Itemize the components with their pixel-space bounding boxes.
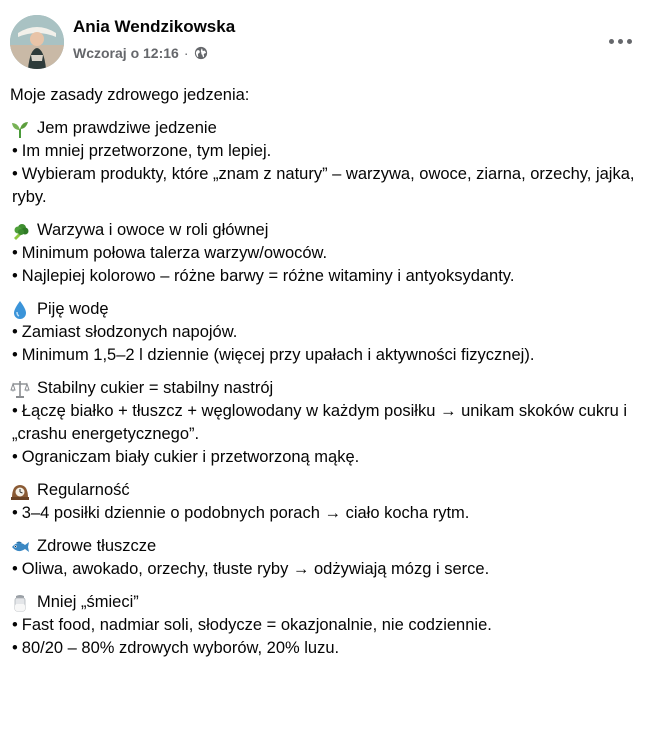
section-title: Zdrowe tłuszcze (37, 537, 157, 555)
bullet-item (10, 502, 642, 525)
timestamp[interactable]: Wczoraj o 12:16 (73, 45, 179, 61)
rule-section (10, 219, 642, 288)
bullet-text: Wybieram produkty, które „znam z natury” – warzywa, owoce, ziarna, orzechy, jajka, ryby. (12, 165, 635, 206)
bullet-text: 3–4 posiłki dziennie o podobnych porach → ciało kocha rytm. (21, 504, 470, 522)
bullet-text: Łączę białko + tłuszcz + węglowodany w każdym posiłku → unikam skoków cukru i „crashu energetycznego”. (12, 402, 628, 443)
section-heading (10, 298, 642, 321)
bullet-item (10, 558, 642, 581)
bullet-glyph: • (12, 244, 18, 262)
bullet-text: Fast food, nadmiar soli, słodycze = okazjonalnie, nie codziennie. (21, 616, 492, 634)
bullet-glyph: • (12, 448, 18, 466)
bullet-item (10, 614, 642, 637)
seedling-icon (10, 119, 30, 139)
bullet-glyph: • (12, 323, 18, 341)
droplet-icon (10, 300, 30, 320)
section-heading (10, 479, 642, 502)
bullet-glyph: • (12, 504, 18, 522)
bullet-glyph: • (12, 560, 18, 578)
post-body (10, 84, 642, 670)
section-heading (10, 535, 642, 558)
bullet-text: Ograniczam biały cukier i przetworzoną mąkę. (21, 448, 360, 466)
post-meta (73, 45, 208, 61)
globe-icon (194, 46, 208, 60)
bullet-item (10, 321, 642, 344)
post-header (10, 15, 640, 71)
bullet-text: Oliwa, awokado, orzechy, tłuste ryby → odżywiają mózg i serce. (21, 560, 490, 578)
section-title: Stabilny cukier = stabilny nastrój (37, 379, 274, 397)
bullet-item (10, 140, 642, 163)
dot-icon (618, 39, 623, 44)
more-options-button[interactable] (602, 29, 638, 53)
bullet-item (10, 242, 642, 265)
bullet-item (10, 637, 642, 660)
rule-section (10, 117, 642, 209)
section-title: Regularność (37, 481, 130, 499)
balance-scale-icon (10, 379, 30, 399)
bullet-item (10, 265, 642, 288)
bullet-glyph: • (12, 346, 18, 364)
bullet-text: 80/20 – 80% zdrowych wyborów, 20% luzu. (21, 639, 340, 657)
bullet-text: Zamiast słodzonych napojów. (21, 323, 238, 341)
fish-icon (10, 537, 30, 557)
meta-separator: · (183, 45, 189, 61)
bullet-glyph: • (12, 639, 18, 657)
dot-icon (627, 39, 632, 44)
dot-icon (609, 39, 614, 44)
bullet-text: Najlepiej kolorowo – różne barwy = różne witaminy i antyoksydanty. (21, 267, 515, 285)
section-title: Jem prawdziwe jedzenie (37, 119, 217, 137)
bullet-item (10, 344, 642, 367)
bullet-text: Minimum 1,5–2 l dziennie (więcej przy upałach i aktywności fizycznej). (21, 346, 535, 364)
bullet-glyph: • (12, 616, 18, 634)
section-heading (10, 377, 642, 400)
rule-section (10, 479, 642, 525)
bullet-glyph: • (12, 267, 18, 285)
section-title: Mniej „śmieci” (37, 593, 139, 611)
bullet-glyph: • (12, 142, 18, 160)
section-heading (10, 117, 642, 140)
section-title: Warzywa i owoce w roli głównej (37, 221, 269, 239)
rule-section (10, 298, 642, 367)
bullet-text: Im mniej przetworzone, tym lepiej. (21, 142, 272, 160)
bullet-glyph: • (12, 402, 18, 420)
mantelpiece-clock-icon (10, 481, 30, 501)
bullet-glyph: • (12, 165, 18, 183)
avatar[interactable] (10, 15, 64, 69)
rule-section (10, 535, 642, 581)
rule-section (10, 591, 642, 660)
section-title: Piję wodę (37, 300, 109, 318)
bullet-text: Minimum połowa talerza warzyw/owoców. (21, 244, 328, 262)
bullet-item (10, 163, 642, 209)
section-heading (10, 219, 642, 242)
bullet-item (10, 400, 642, 446)
rule-section (10, 377, 642, 469)
author-name[interactable]: Ania Wendzikowska (73, 17, 236, 36)
broccoli-icon (10, 221, 30, 241)
bullet-item (10, 446, 642, 469)
section-heading (10, 591, 642, 614)
salt-shaker-icon (10, 593, 30, 613)
post-intro: Moje zasady zdrowego jedzenia: (10, 86, 250, 104)
